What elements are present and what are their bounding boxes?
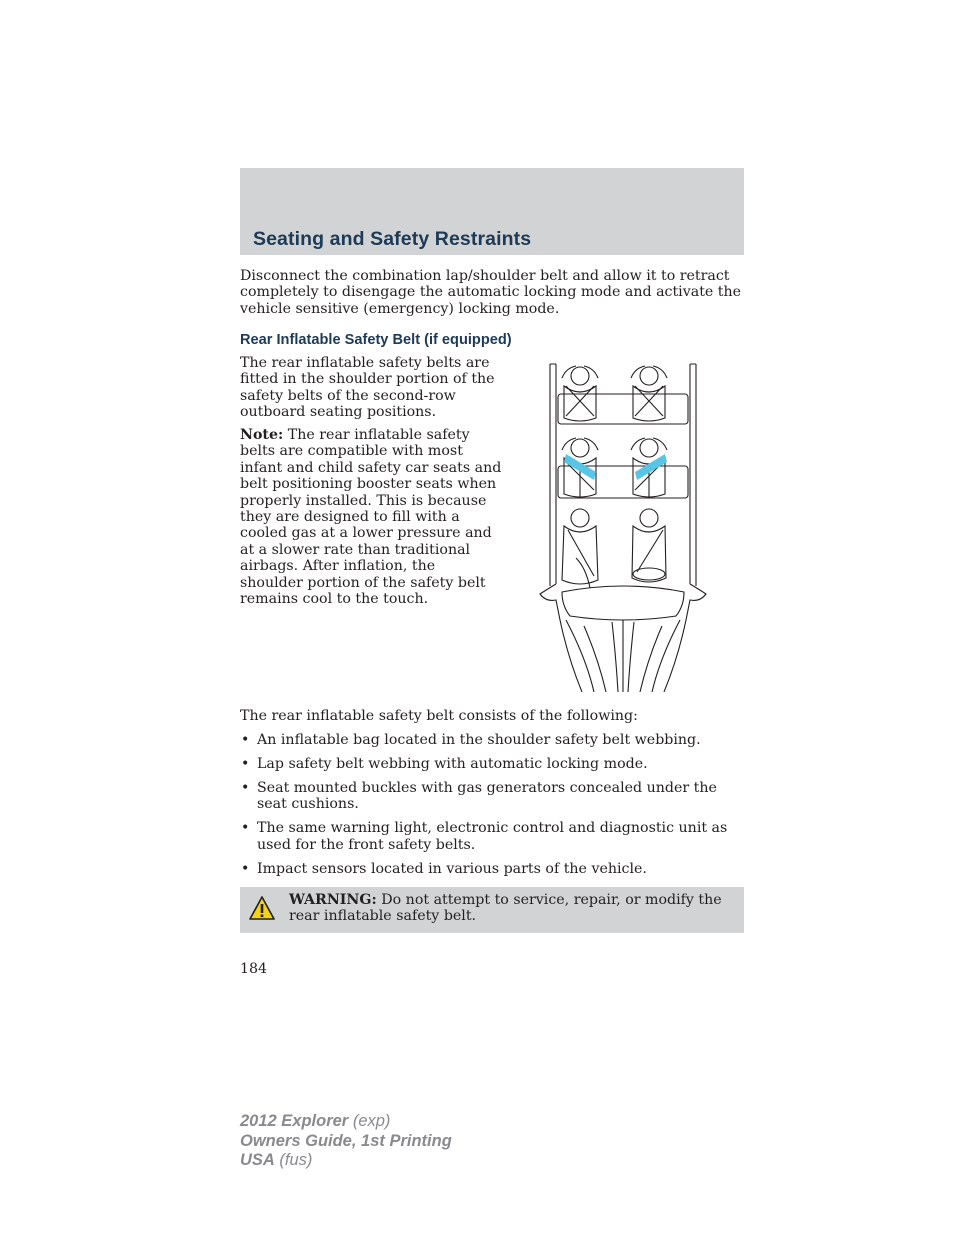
bullet-glyph: • bbox=[241, 732, 250, 748]
component-list bbox=[240, 732, 744, 885]
list-item: • Seat mounted buckles with gas generators concealed under the seat cushions. bbox=[241, 780, 717, 813]
bullet-glyph: • bbox=[241, 780, 250, 796]
airbag-belt-right bbox=[635, 454, 667, 480]
section-heading: Rear Inflatable Safety Belt (if equipped) bbox=[240, 332, 512, 348]
list-item: • Lap safety belt webbing with automatic locking mode. bbox=[241, 756, 648, 772]
list-item: • An inflatable bag located in the shoulder safety belt webbing. bbox=[241, 732, 701, 748]
note-paragraph bbox=[240, 427, 502, 607]
section-paragraph: The rear inflatable safety belts are fitted in the shoulder portion of the safety belts of the second-row outboard seating positions. bbox=[240, 355, 495, 421]
note-label: Note: bbox=[240, 427, 284, 443]
bullet-glyph: • bbox=[241, 756, 250, 772]
document-footer: 2012 Explorer (exp) Owners Guide, 1st Printing USA (fus) bbox=[240, 1112, 452, 1169]
vehicle-seating-illustration bbox=[536, 358, 710, 692]
warning-box bbox=[240, 887, 744, 933]
page-number: 184 bbox=[240, 961, 268, 977]
header-band bbox=[240, 168, 744, 255]
consists-intro: The rear inflatable safety belt consists of the following: bbox=[240, 708, 638, 724]
warning-triangle-icon bbox=[248, 895, 276, 921]
list-item: • The same warning light, electronic control and diagnostic unit as used for the front safety belts. bbox=[241, 820, 728, 853]
note-text: The rear inflatable safety belts are compatible with most infant and child safety car seats and belt positioning booster seats when properly installed. This is because they are designed to fill with a cooled gas at a lower pressure and at a slower rate than traditional airbags. After inflation, the shoulder portion of the safety belt remains cool to the touch. bbox=[240, 427, 502, 608]
page-title: Seating and Safety Restraints bbox=[253, 228, 532, 250]
bullet-glyph: • bbox=[241, 860, 250, 877]
bullet-glyph: • bbox=[241, 820, 250, 837]
list-item: • Impact sensors located in various parts of the vehicle. bbox=[241, 860, 647, 877]
warning-label: WARNING: bbox=[289, 892, 377, 908]
intro-paragraph: Disconnect the combination lap/shoulder belt and allow it to retract completely to disengage the automatic locking mode and activate the vehicle sensitive (emergency) locking mode. bbox=[240, 268, 742, 317]
warning-text: WARNING: Do not attempt to service, repair, or modify the rear inflatable safety belt. bbox=[289, 892, 722, 925]
